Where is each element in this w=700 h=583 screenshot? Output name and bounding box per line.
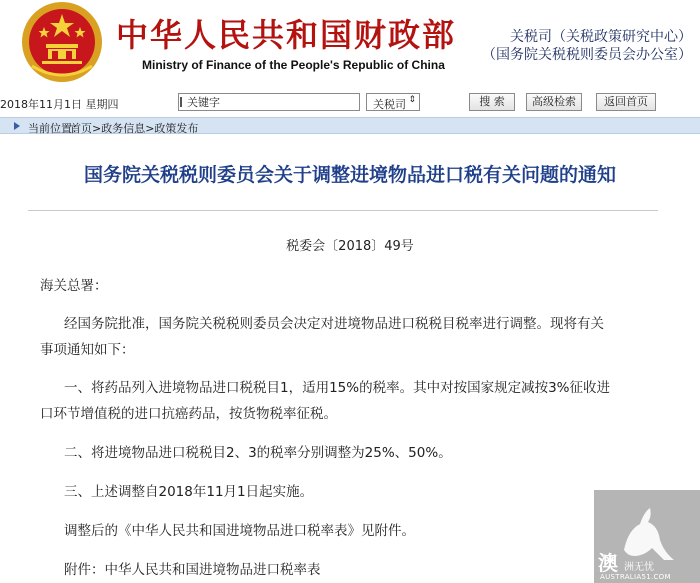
svg-text:洲无忧: 洲无忧 — [624, 562, 654, 573]
department-line-1: 关税司（关税政策研究中心） — [510, 29, 692, 45]
paragraph-2-line-1: 一、将药品列入进境物品进口税税目1，适用15%的税率。其中对按国家规定减按3%征收进 — [64, 380, 611, 396]
scope-select[interactable] — [366, 93, 420, 111]
advanced-search-button[interactable]: 高级检索 — [526, 93, 582, 111]
home-button[interactable]: 返回首页 — [596, 93, 656, 111]
site-title-en: Ministry of Finance of the People's Republic of China — [142, 58, 445, 72]
paragraph-5: 调整后的《中华人民共和国进境物品进口税率表》见附件。 — [64, 523, 415, 539]
breadcrumb[interactable]: 首页>政务信息>政策发布 — [70, 122, 199, 135]
article-title: 国务院关税税则委员会关于调整进境物品进口税有关问题的通知 — [83, 164, 616, 186]
document-number: 税委会〔2018〕49号 — [286, 239, 414, 254]
department-label — [482, 28, 692, 64]
location-label: 当前位置： — [28, 122, 83, 135]
department-line-2: （国务院关税税则委员会办公室） — [482, 47, 692, 63]
select-arrows-icon: ⇕ — [408, 95, 416, 105]
paragraph-1-line-2: 事项通知如下： — [40, 342, 135, 358]
paragraph-4: 三、上述调整自2018年11月1日起实施。 — [64, 484, 314, 500]
salutation: 海关总署： — [40, 278, 108, 294]
paragraph-2-line-2: 口环节增值税的进口抗癌药品，按货物税率征税。 — [40, 406, 337, 422]
paragraph-3: 二、将进境物品进口税税目2、3的税率分别调整为25%、50%。 — [64, 445, 452, 461]
input-marker-icon — [180, 97, 184, 107]
watermark-url: AUSTRALIA51.COM — [600, 573, 671, 581]
national-emblem-icon — [18, 0, 106, 86]
scope-select-value: 关税司 — [373, 98, 406, 111]
title-divider — [28, 210, 658, 211]
location-arrow-icon — [14, 122, 20, 130]
search-bar — [0, 93, 700, 113]
site-title-cn: 中华人民共和国财政部 — [116, 16, 457, 54]
attachment-line[interactable]: 附件：中华人民共和国进境物品进口税率表 — [64, 562, 321, 578]
site-header — [0, 0, 700, 88]
search-button[interactable]: 搜 索 — [469, 93, 515, 111]
paragraph-1-line-1: 经国务院批准，国务院关税税则委员会决定对进境物品进口税税目税率进行调整。现将有关 — [64, 316, 604, 332]
current-date: 2018年11月1日 星期四 — [0, 98, 119, 111]
keyword-search-input[interactable] — [178, 93, 360, 111]
watermark-logo-icon — [594, 490, 700, 583]
svg-text:澳: 澳 — [598, 551, 618, 575]
location-bar — [0, 117, 700, 134]
